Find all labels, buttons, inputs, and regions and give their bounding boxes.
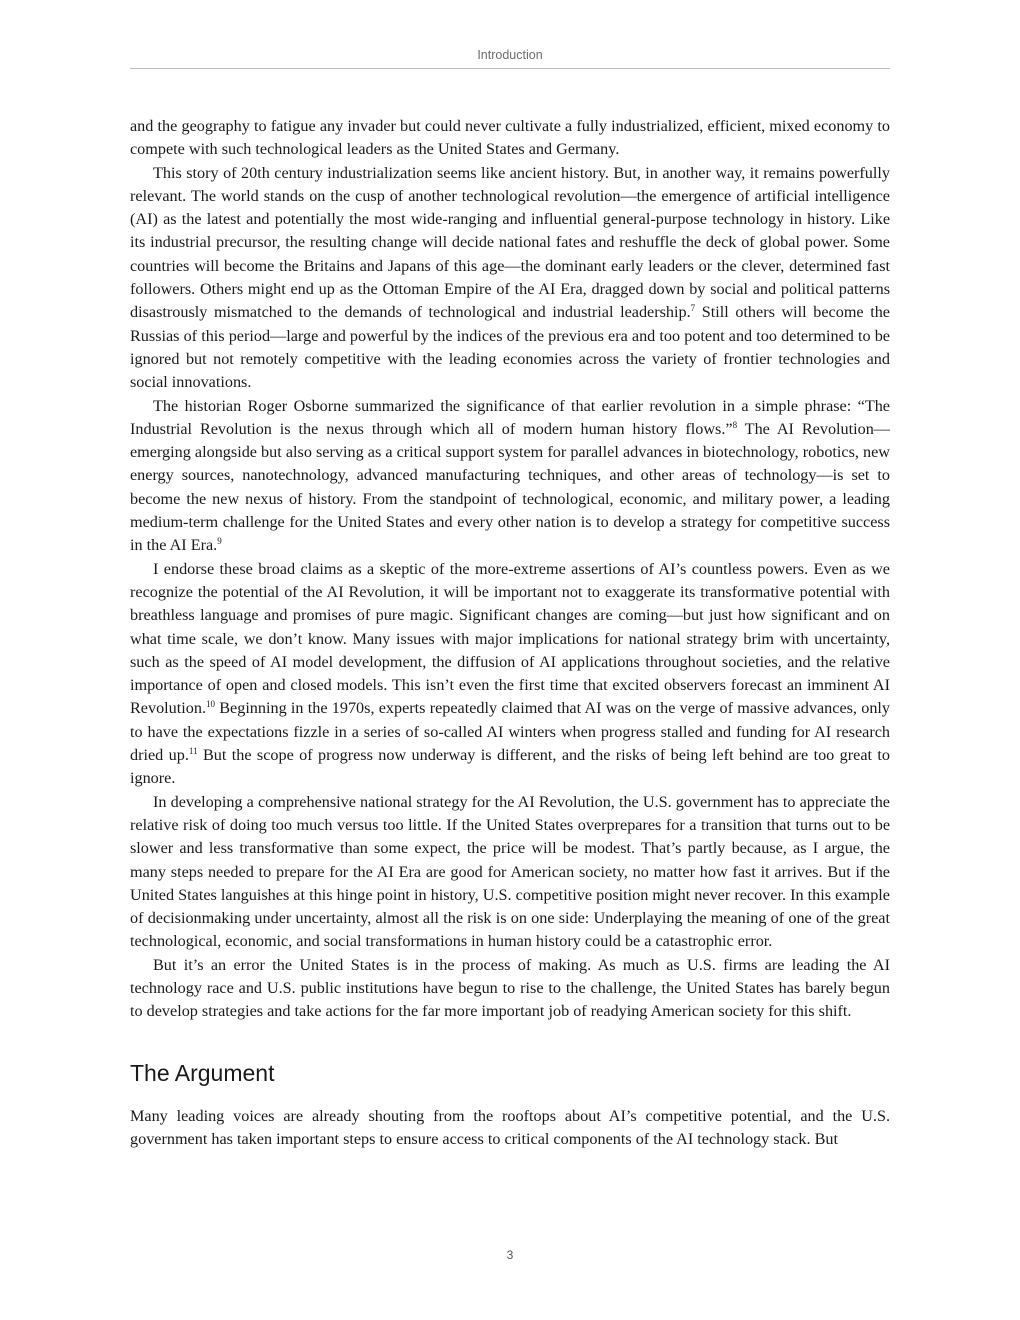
paragraph-text: Still others will become the Russias of this period—large and powerful by the indices of the previous era and too potent and too determined to be ignored but not remotely competitive with the leading economies across the variety of frontier technologies and social innovations. [130, 303, 890, 392]
paragraph [130, 791, 890, 954]
footnote-ref[interactable]: 10 [206, 699, 215, 710]
section-paragraph [130, 1105, 890, 1152]
paragraph-text: I endorse these broad claims as a skeptic of the more-extreme assertions of AI’s countless powers. Even as we recognize the potential of the AI Revolution, it will be important not to exaggerate its transformative potential with breathless language and promises of pure magic. Significant changes are coming—but just how significant and on what time scale, we don’t know. Many issues with major implications for national strategy brim with uncertainty, such as the speed of AI model development, the diffusion of AI applications throughout societies, and the relative importance of open and closed models. This isn’t even the first time that excited observers forecast an imminent AI Revolution. [130, 559, 890, 718]
paragraph-text: Beginning in the 1970s, experts repeatedly claimed that AI was on the verge of massive advances, only to have the expectations fizzle in a series of so-called AI winters when progress stalled and funding for AI research dried up. [130, 699, 890, 765]
footnote-ref[interactable]: 7 [690, 303, 696, 314]
paragraph-text: But the scope of progress now underway is different, and the risks of being left behind are too great to ignore. [130, 746, 890, 788]
paragraph-text: The historian Roger Osborne summarized the significance of that earlier revolution in a simple phrase: “The Industrial Revolution is the nexus through which all of modern human history flows.” [130, 396, 890, 438]
paragraph-text: and the geography to fatigue any invader but could never cultivate a fully industrialized, efficient, mixed economy to compete with such technological leaders as the United States and Germany. [130, 117, 890, 159]
page-number: 3 [506, 1248, 514, 1262]
header-divider [130, 68, 890, 69]
paragraph [130, 395, 890, 558]
footnote-ref[interactable]: 9 [217, 536, 222, 547]
running-header: Introduction [477, 48, 543, 62]
paragraph-text: The AI Revolution—emerging alongside but also serving as a critical support system for parallel advances in biotechnology, robotics, new energy sources, nanotechnology, advanced manufacturing techniques, and other areas of technology—is set to become the new nexus of history. From the standpoint of technological, economic, and military power, a leading medium-term challenge for the United States and every other nation is to develop a strategy for competitive success in the AI Era. [130, 419, 890, 555]
paragraph-text: In developing a comprehensive national strategy for the AI Revolution, the U.S. government has to appreciate the relative risk of doing too much versus too little. If the United States overprepares for a transition that turns out to be slower and less transformative than some expect, the price will be modest. That’s partly because, as I argue, the many steps needed to prepare for the AI Era are good for American society, no matter how fast it arrives. But if the United States languishes at this hinge point in history, U.S. competitive position might never recover. In this example of decisionmaking under uncertainty, almost all the risk is on one side: Underplaying the meaning of one of the great technological, economic, and social transformations in human history could be a catastrophic error. [130, 792, 890, 951]
footnote-ref[interactable]: 11 [188, 746, 198, 757]
paragraph-text: This story of 20th century industrialization seems like ancient history. But, in another way, it remains powerfully relevant. The world stands on the cusp of another technological revolution—the emergence of artificial intelligence (AI) as the latest and potentially the most wide-ranging and influential general-purpose technology in history. Like its industrial precursor, the resulting change will decide national fates and reshuffle the deck of global power. Some countries will become the Britains and Japans of this age—the dominant early leaders or the clever, determined fast followers. Others might end up as the Ottoman Empire of the AI Era, dragged down by social and political patterns disastrously mismatched to the demands of technological and industrial leadership. [130, 163, 890, 322]
paragraph [130, 558, 890, 791]
paragraph-text: But it’s an error the United States is in the process of making. As much as U.S. firms are leading the AI technology race and U.S. public institutions have begun to rise to the challenge, the United States has barely begun to develop strategies and take actions for the far more important job of readying American society for this shift. [130, 955, 890, 1021]
paragraph-continued [130, 115, 890, 162]
footnote-ref[interactable]: 8 [732, 419, 738, 430]
paragraph [130, 162, 890, 395]
paragraph [130, 954, 890, 1024]
section-heading: The Argument [130, 1059, 275, 1086]
body-text [130, 115, 890, 1151]
paragraph-text: Many leading voices are already shouting from the rooftops about AI’s competitive potential, and the U.S. government has taken important steps to ensure access to critical components of the AI technology stack. But [130, 1106, 890, 1148]
